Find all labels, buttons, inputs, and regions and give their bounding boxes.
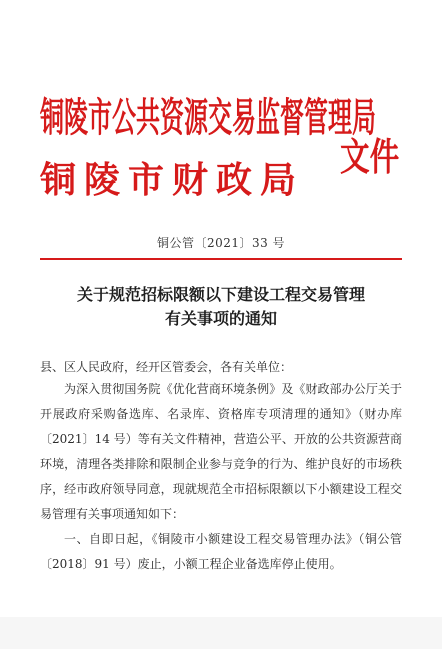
page-bottom-strip [0, 617, 442, 649]
notice-title [30, 283, 412, 331]
red-divider-line [40, 258, 402, 260]
body-paragraph-1: 为深入贯彻国务院《优化营商环境条例》及《财政部办公厅关于开展政府采购备选库、名录库、资格库专项清理的通知》（财办库〔2021〕14 号）等有关文件精神，营造公平、开放的公共资源营商环境，清理各类排除和限制企业参与竞争的行为、维护良好的市场秩序，经市政府领导同意，现就规范全市招标限额以下小额建设工程交易管理有关事项通知如下： [40, 382, 402, 521]
body-paragraph-2: 一、自即日起，《铜陵市小额建设工程交易管理办法》（铜公管〔2018〕91 号）废止，小额工程企业备选库停止使用。 [40, 532, 402, 571]
notice-title-line-2: 有关事项的通知 [164, 309, 277, 328]
document-number: 铜公管〔2021〕33 号 [156, 236, 286, 250]
notice-title-line-1: 关于规范招标限额以下建设工程交易管理 [76, 285, 365, 304]
document-header [40, 90, 400, 220]
issuing-org-2: 铜陵市财政局 [40, 159, 305, 201]
salutation: 县、区人民政府，经开区管委会，各有关单位： [40, 360, 293, 374]
issuing-org-1: 铜陵市公共资源交易监督管理局 [40, 94, 376, 141]
document-type-label: 文件 [340, 134, 400, 179]
